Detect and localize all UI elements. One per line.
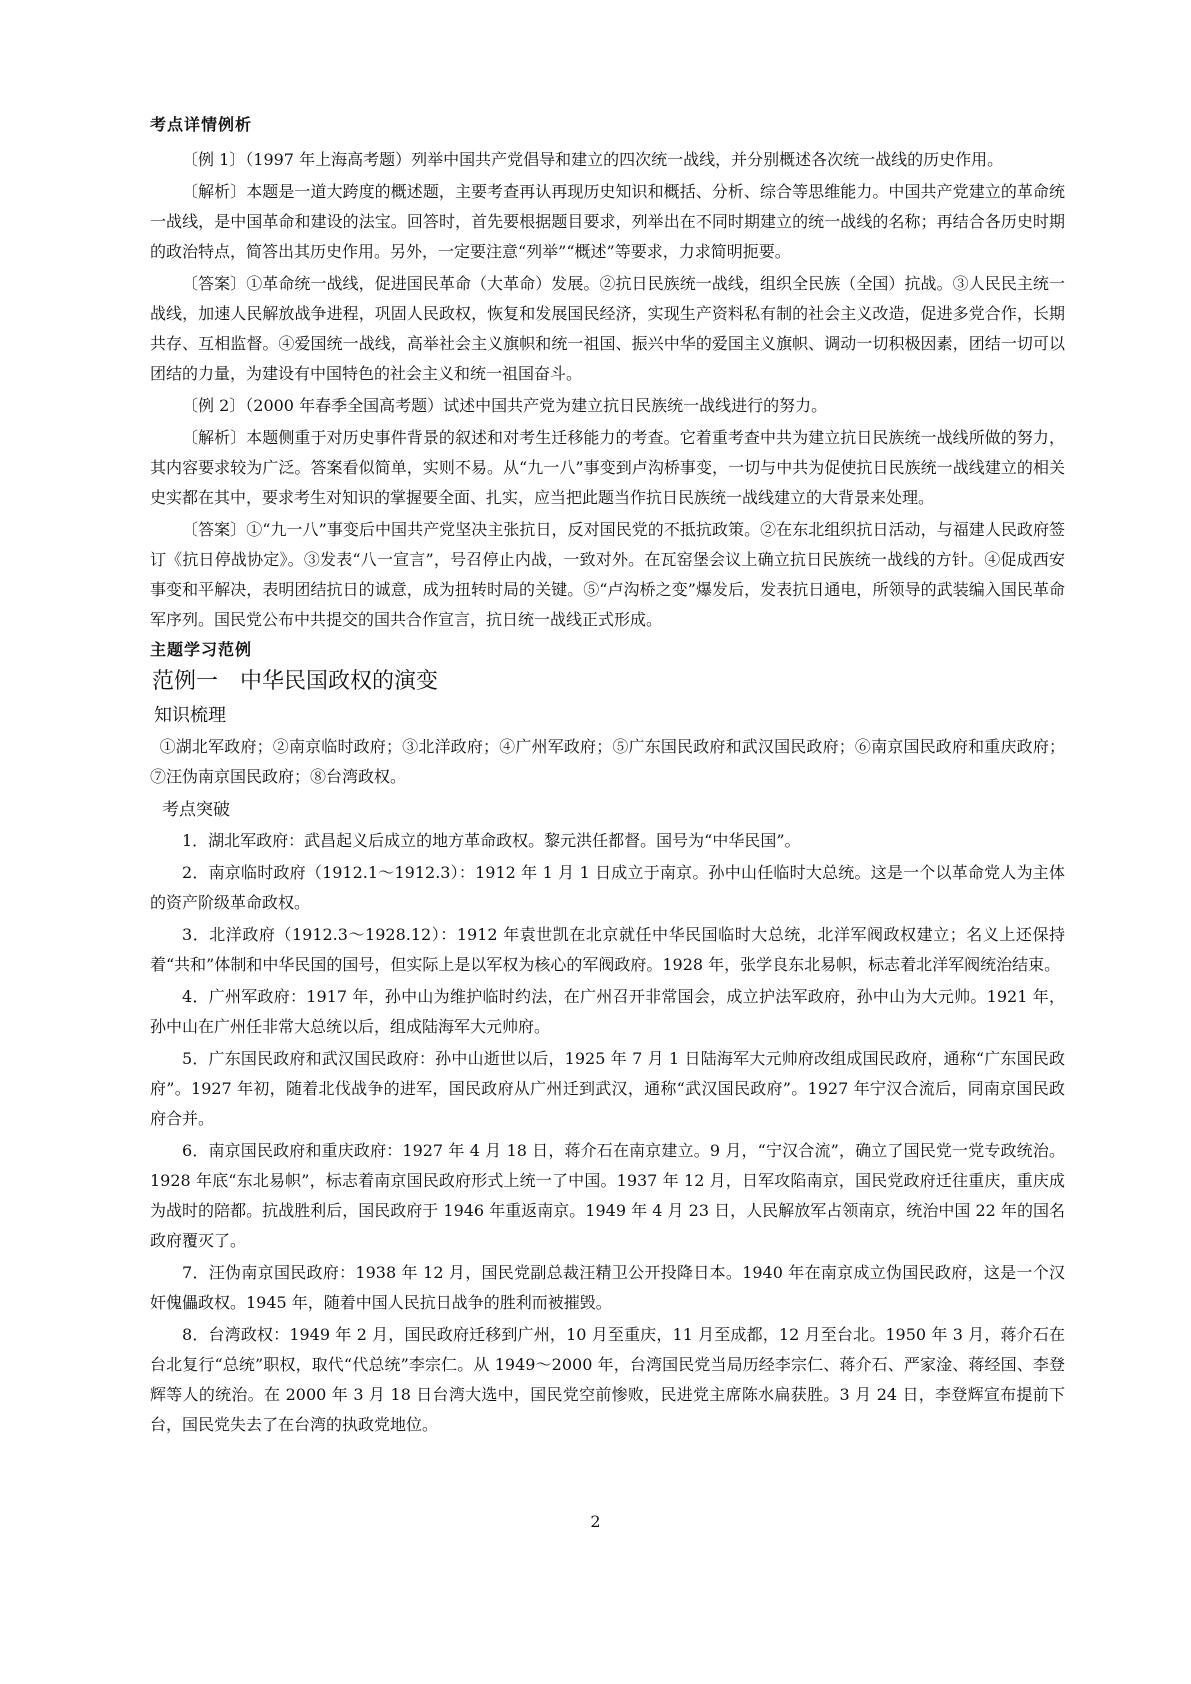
point-8: 8．台湾政权：1949 年 2 月，国民政府迁移到广州，10 月至重庆，11 月至成都，12 月至台北。1950 年 3 月，蒋介石在台北复行“总统”职权，取代“代总统”李宗仁。从 1949～2000 年，台湾国民党当局历经李宗仁、蒋介石、严家淦、蒋经国、李登辉等人的统治。在 2000 年 3 月 18 日台湾大选中，国民党空前惨败，民进党主席陈水扁获胜。3 月 24 日，李登辉宣布提前下台，国民党失去了在台湾的执政党地位。 <box>150 1325 1065 1434</box>
point-3: 3．北洋政府（1912.3～1928.12）：1912 年袁世凯在北京就任中华民国临时大总统，北洋军阀政权建立；名义上还保持着“共和”体制和中华民国的国号，但实际上是以军权为核心的军阀政府。1928 年，张学良东北易帜，标志着北洋军阀统治结束。 <box>150 925 1065 974</box>
point-6: 6．南京国民政府和重庆政府：1927 年 4 月 18 日，蒋介石在南京建立。9 月，“宁汉合流”，确立了国民党一党专政统治。1928 年底“东北易帜”，标志着南京国民政府形式上统一了中国。1937 年 12 月，日军攻陷南京，国民党政府迁往重庆，重庆成为战时的陪都。抗战胜利后，国民政府于 1946 年重返南京。1949 年 4 月 23 日，人民解放军占领南京，统治中国 22 年的国名政府覆灭了。 <box>150 1141 1065 1250</box>
knowledge-heading: 知识梳理 <box>154 705 226 726</box>
page-content <box>150 112 1065 1442</box>
knowledge-list: ①湖北军政府；②南京临时政府；③北洋政府；④广州军政府；⑤广东国民政府和武汉国民政府；⑥南京国民政府和重庆政府；⑦汪伪南京国民政府；⑧台湾政权。 <box>150 737 1065 786</box>
point-1: 1．湖北军政府：武昌起义后成立的地方革命政权。黎元洪任都督。国号为“中华民国”。 <box>182 831 801 850</box>
paragraph-example2-answer: 〔答案〕①“九一八”事变后中国共产党坚决主张抗日，反对国民党的不抵抗政策。②在东北组织抗日活动，与福建人民政府签订《抗日停战协定》。③发表“八一宣言”，号召停止内战，一致对外。在瓦窑堡会议上确立抗日民族统一战线的方针。④促成西安事变和平解决，表明团结抗日的诚意，成为扭转时局的关键。⑤“卢沟桥之变”爆发后，发表抗日通电，所领导的武装编入国民革命军序列。国民党公布中共提交的国共合作宣言，抗日统一战线正式形成。 <box>150 520 1065 629</box>
breakthrough-heading: 考点突破 <box>162 800 230 820</box>
paragraph-example2-analysis: 〔解析〕本题侧重于对历史事件背景的叙述和对考生迁移能力的考查。它着重考查中共为建立抗日民族统一战线所做的努力，其内容要求较为广泛。答案看似简单，实则不易。从“九一八”事变到卢沟桥事变，一切与中共为促使抗日民族统一战线建立的相关史实都在其中，要求考生对知识的掌握要全面、扎实，应当把此题当作抗日民族统一战线建立的大背景来处理。 <box>150 428 1065 507</box>
point-5: 5．广东国民政府和武汉国民政府：孙中山逝世以后，1925 年 7 月 1 日陆海军大元帅府改组成国民政府，通称“广东国民政府”。1927 年初，随着北伐战争的进军，国民政府从广州迁到武汉，通称“武汉国民政府”。1927 年宁汉合流后，同南京国民政府合并。 <box>150 1049 1065 1128</box>
point-2: 2．南京临时政府（1912.1～1912.3）：1912 年 1 月 1 日成立于南京。孙中山任临时大总统。这是一个以革命党人为主体的资产阶级革命政权。 <box>150 863 1065 912</box>
paragraph-example1-question: 〔例 1〕（1997 年上海高考题）列举中国共产党倡导和建立的四次统一战线，并分别概述各次统一战线的历史作用。 <box>182 150 1004 169</box>
paragraph-example1-analysis: 〔解析〕本题是一道大跨度的概述题，主要考查再认再现历史知识和概括、分析、综合等思维能力。中国共产党建立的革命统一战线，是中国革命和建设的法宝。回答时，首先要根据题目要求，列举出在不同时期建立的统一战线的名称；再结合各历史时期的政治特点，简答出其历史作用。另外，一定要注意“列举”“概述”等要求，力求简明扼要。 <box>150 182 1065 261</box>
paragraph-example2-question: 〔例 2〕（2000 年春季全国高考题）试述中国共产党为建立抗日民族统一战线进行的努力。 <box>182 396 828 415</box>
paragraph-example1-answer: 〔答案〕①革命统一战线，促进国民革命（大革命）发展。②抗日民族统一战线，组织全民族（全国）抗战。③人民民主统一战线，加速人民解放战争进程，巩固人民政权，恢复和发展国民经济，实现生产资料私有制的社会主义改造，促进多党合作，长期共存、互相监督。④爱国统一战线，高举社会主义旗帜和统一祖国、振兴中华的爱国主义旗帜、调动一切积极因素，团结一切可以团结的力量，为建设有中国特色的社会主义和统一祖国奋斗。 <box>150 274 1065 383</box>
page-number: 2 <box>590 1512 601 1531</box>
practice-heading: 主题学习范例 <box>150 640 253 659</box>
point-7: 7．汪伪南京国民政府：1938 年 12 月，国民党副总裁汪精卫公开投降日本。1940 年在南京成立伪国民政府，这是一个汉奸傀儡政权。1945 年，随着中国人民抗日战争的胜利而被摧毁。 <box>150 1263 1065 1312</box>
analysis-heading: 考点详情例析 <box>150 115 253 134</box>
example-title: 范例一 中华民国政权的演变 <box>152 669 439 694</box>
point-4: 4．广州军政府：1917 年，孙中山为维护临时约法，在广州召开非常国会，成立护法军政府，孙中山为大元帅。1921 年，孙中山在广州任非常大总统以后，组成陆海军大元帅府。 <box>150 987 1065 1036</box>
